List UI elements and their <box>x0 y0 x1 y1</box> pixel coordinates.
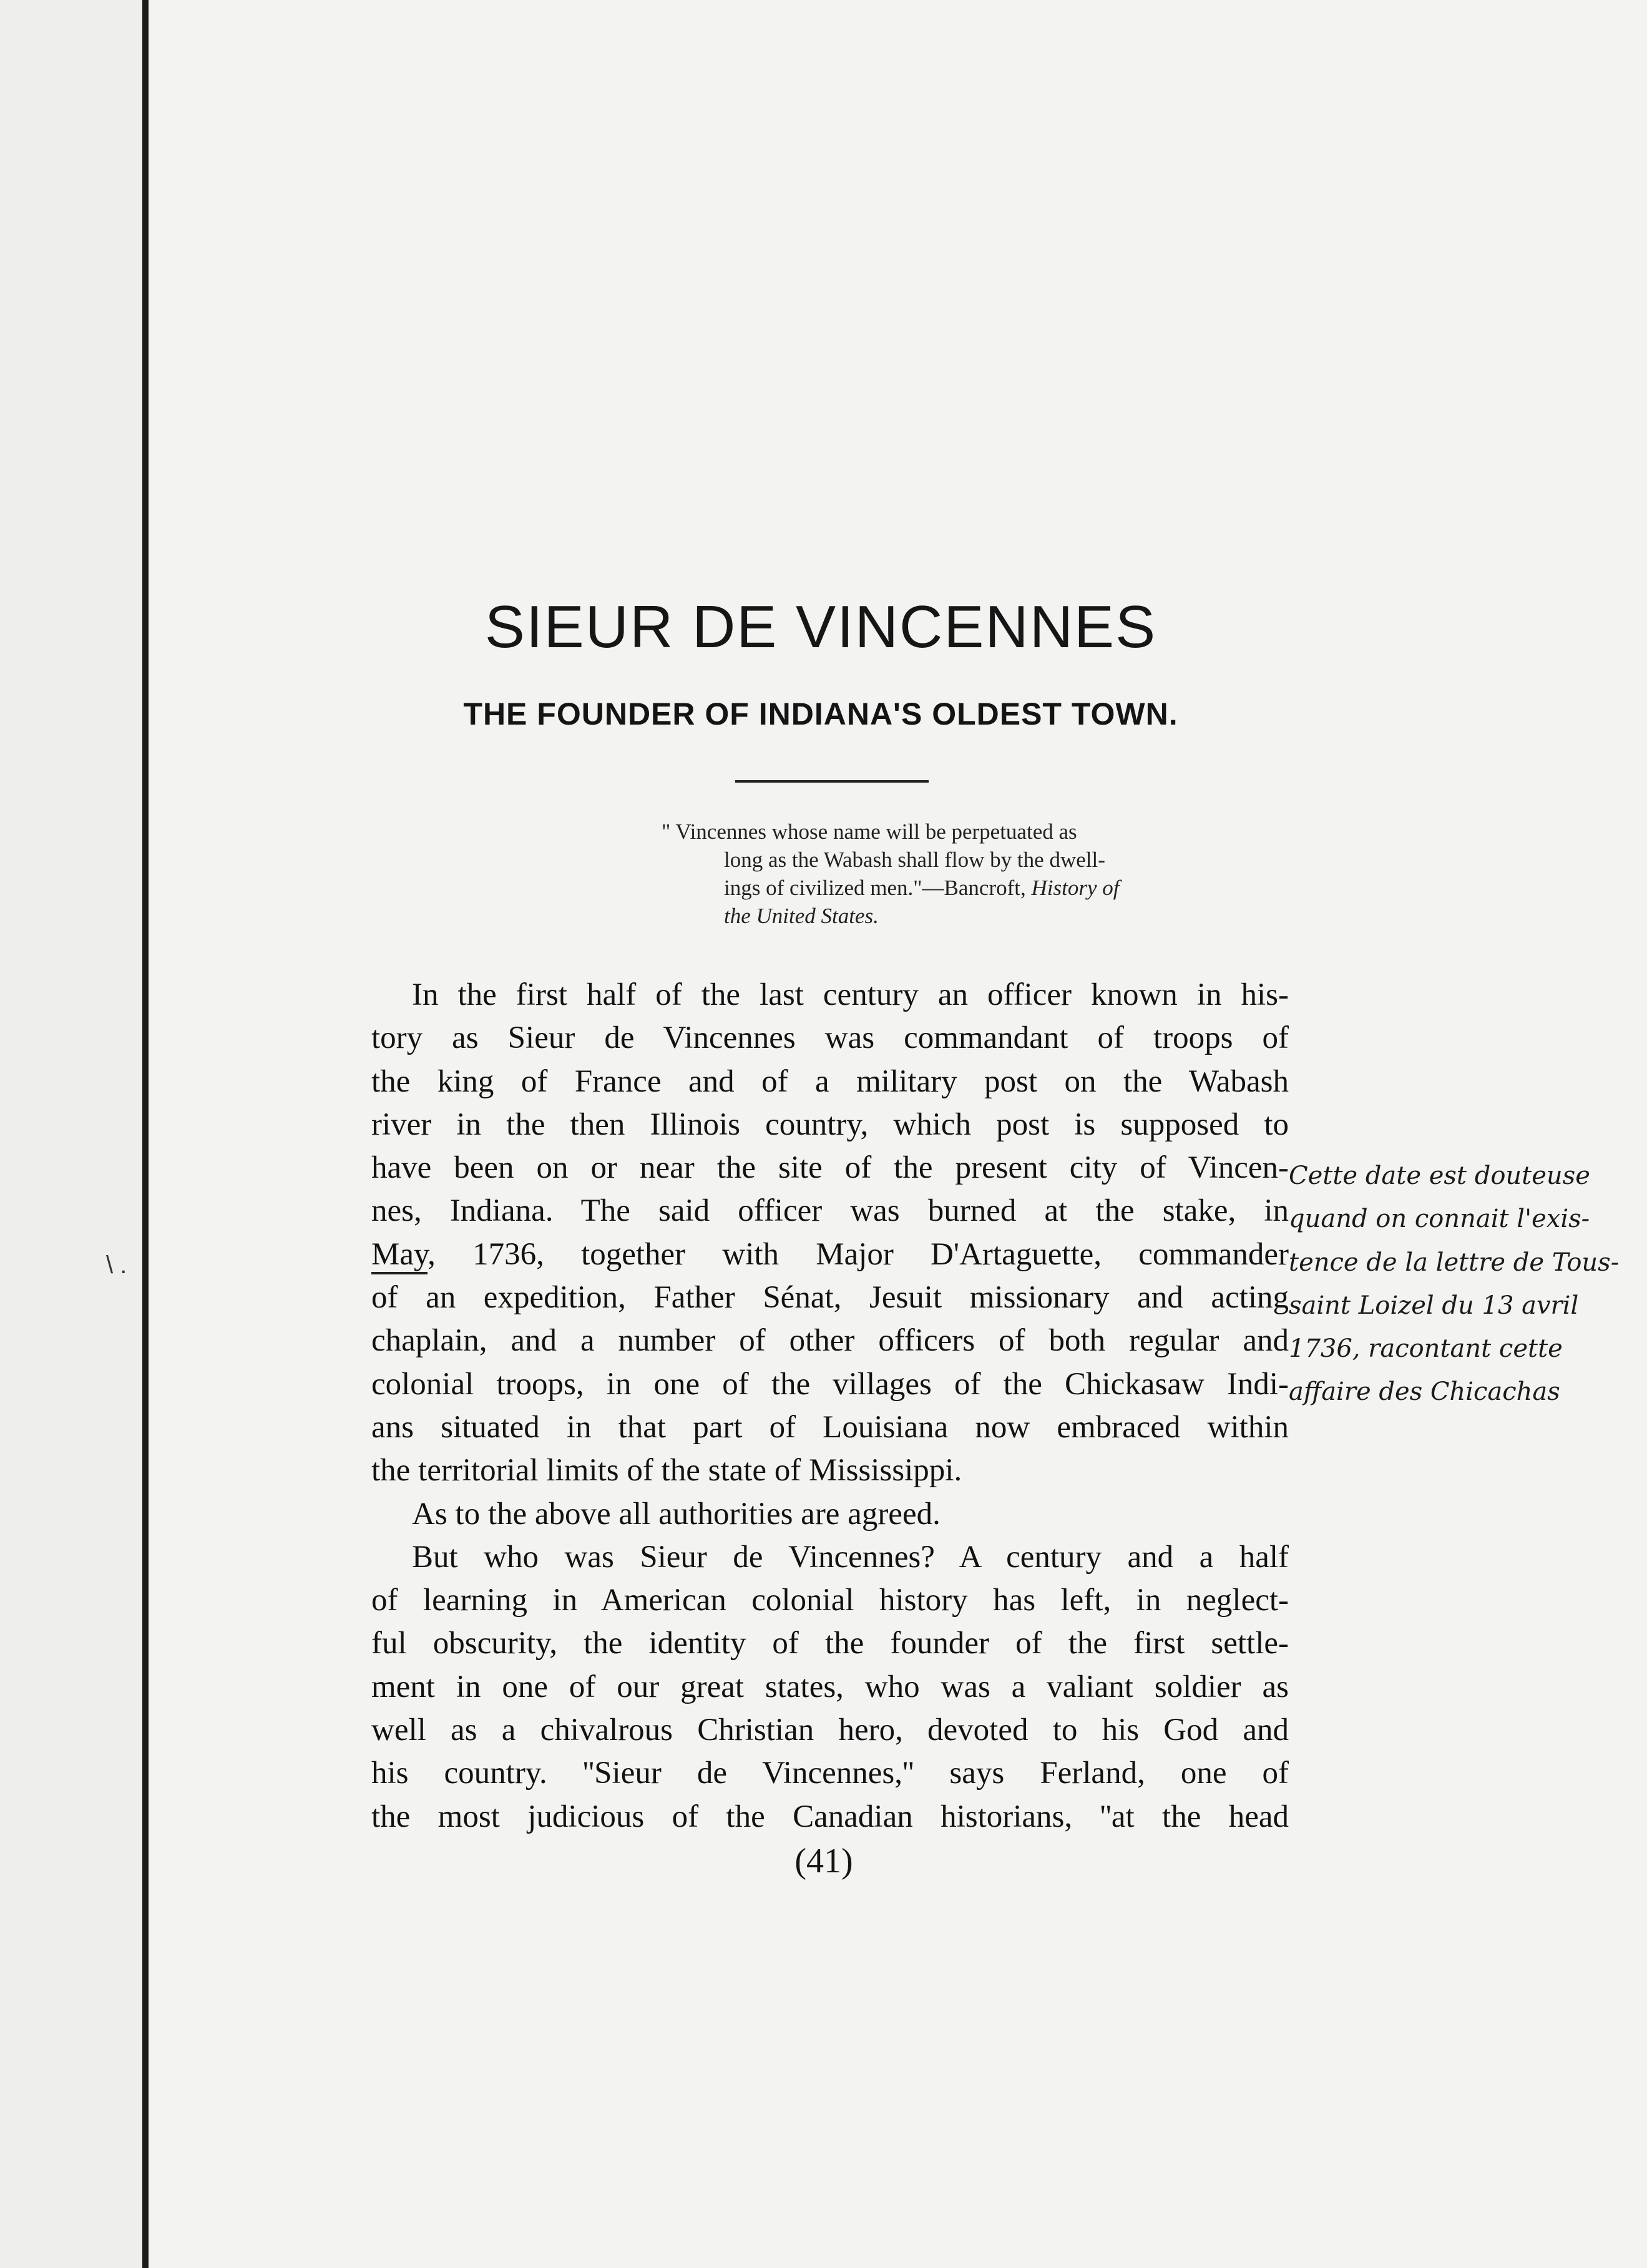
annotation-line: affaire des Chicachas <box>1289 1377 1560 1407</box>
text-line: well as a chivalrous Christian hero, devoted to his God and <box>371 1713 1289 1748</box>
text-line: ful obscurity, the identity of the founder of the first settle- <box>371 1626 1289 1661</box>
text-line: of an expedition, Father Sénat, Jesuit missionary and acting <box>371 1280 1289 1316</box>
text-line: of learning in American colonial history has left, in neglect- <box>371 1583 1289 1618</box>
text-line: the king of France and of a military post on the Wabash <box>371 1063 1289 1099</box>
epigraph-source-title: History of <box>1031 876 1120 900</box>
text-line: In the first half of the last century an officer known in his- <box>412 977 1289 1012</box>
epigraph-line: long as the Wabash shall flow by the dwell- <box>724 848 1105 872</box>
page-subtitle: THE FOUNDER OF INDIANA'S OLDEST TOWN. <box>463 697 1178 731</box>
text-line: river in the then Illinois country, which post is supposed to <box>371 1107 1289 1142</box>
text-line: As to the above all authorities are agreed. <box>412 1496 941 1532</box>
text-line: ans situated in that part of Louisiana now embraced within <box>371 1409 1289 1445</box>
margin-mark: \ . <box>106 1251 127 1279</box>
epigraph-line <box>662 874 1292 902</box>
annotation-line: quand on connait l'exis- <box>1289 1205 1590 1234</box>
epigraph-line <box>662 902 1292 930</box>
title-divider <box>735 780 929 783</box>
facing-page-edge <box>0 0 142 2268</box>
text-line: nes, Indiana. The said officer was burned at the stake, in <box>371 1193 1289 1229</box>
text-line: colonial troops, in one of the villages of the Chickasaw Indi- <box>371 1366 1289 1402</box>
epigraph-source-title-cont: the United States. <box>724 904 879 928</box>
text-line: But who was Sieur de Vincennes? A century and a half <box>412 1539 1289 1575</box>
underlined-word: May <box>371 1237 428 1274</box>
body-text <box>371 974 1289 1839</box>
text-line: the most judicious of the Canadian historians, ''at the head <box>371 1799 1289 1834</box>
epigraph-line: " Vincennes whose name will be perpetuated as <box>662 819 1077 844</box>
annotation-line: 1736, racontant cette <box>1289 1334 1563 1364</box>
text-line <box>371 1233 1289 1276</box>
text-line-rest: , 1736, together with Major D'Artaguette, commander <box>428 1236 1289 1272</box>
text-line: the territorial limits of the state of Mississippi. <box>371 1453 962 1488</box>
epigraph <box>662 818 1292 930</box>
text-line: his country. ''Sieur de Vincennes,'' says Ferland, one of <box>371 1756 1289 1791</box>
text-line: ment in one of our great states, who was a valiant soldier as <box>371 1669 1289 1704</box>
page-title: SIEUR DE VINCENNES <box>484 594 1157 660</box>
text-line: tory as Sieur de Vincennes was commandant of troops of <box>371 1020 1289 1056</box>
annotation-line: tence de la lettre de Tous- <box>1289 1248 1620 1277</box>
annotation-line: saint Loizel du 13 avril <box>1289 1291 1579 1320</box>
binding-edge <box>142 0 149 2268</box>
text-line: chaplain, and a number of other officers of both regular and <box>371 1323 1289 1359</box>
page-number: (41) <box>794 1842 853 1880</box>
handwritten-annotation <box>1289 1155 1638 1414</box>
text-line: have been on or near the site of the present city of Vincen- <box>371 1150 1289 1186</box>
annotation-line: Cette date est douteuse <box>1289 1161 1590 1190</box>
epigraph-line-text: ings of civilized men."—Bancroft, <box>724 876 1026 900</box>
